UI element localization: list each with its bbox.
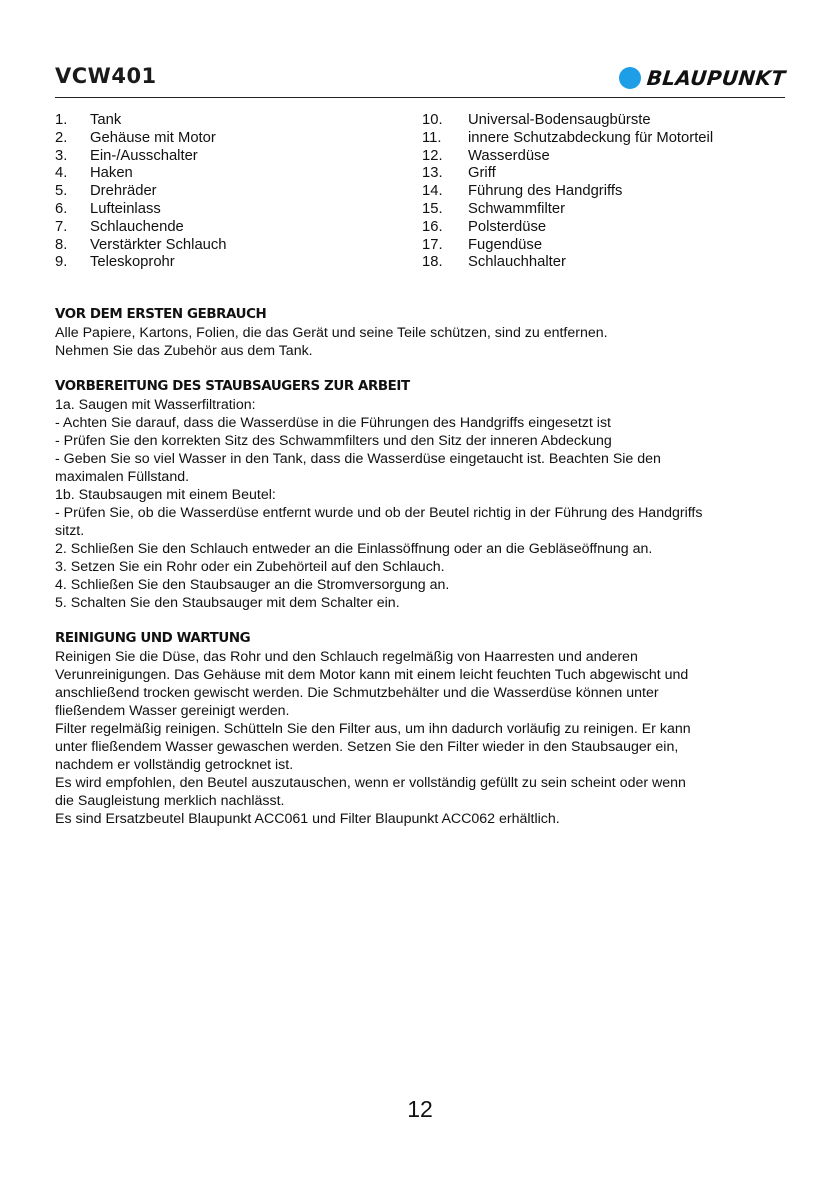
part-item [55,112,227,130]
part-item [55,219,227,237]
part-number: 4. [55,165,68,182]
model-name: VCW401 [55,64,157,88]
section-line: - Prüfen Sie den korrekten Sitz des Schwammfilters und den Sitz der inneren Abdeckung [55,433,612,449]
section [55,306,785,360]
part-item [55,254,227,272]
part-number: 7. [55,218,68,235]
part-item [55,201,227,219]
part-number: 9. [55,254,68,271]
section-line: nachdem er vollständig getrocknet ist. [55,757,294,773]
section-line: sitzt. [55,523,85,539]
section-line: 4. Schließen Sie den Staubsauger an die Stromversorgung an. [55,577,450,593]
part-item [55,165,227,183]
part-label: Wasserdüse [468,147,550,164]
part-number: 6. [55,200,68,217]
part-item [422,130,713,148]
part-item [422,165,713,183]
part-label: Teleskoprohr [90,254,175,271]
section-line: Filter regelmäßig reinigen. Schütteln Sie den Filter aus, um ihn dadurch vorläufig zu reinigen. Er kann [55,721,691,737]
brand-dot-icon [619,67,641,89]
part-number: 18. [422,254,443,271]
part-number: 8. [55,236,68,253]
section-line: 5. Schalten Sie den Staubsauger mit dem Schalter ein. [55,595,400,611]
part-label: Haken [90,165,133,182]
part-label: Schlauchende [90,218,184,235]
section-line: 1b. Staubsaugen mit einem Beutel: [55,487,276,503]
part-number: 3. [55,147,68,164]
part-number: 12. [422,147,443,164]
part-label: Tank [90,112,122,128]
section-line: die Saugleistung merklich nachlässt. [55,793,285,809]
part-label: Polsterdüse [468,218,547,235]
part-item [55,148,227,166]
section [55,630,785,828]
section-line: unter fließendem Wasser gewaschen werden. Setzen Sie den Filter wieder in den Staubsauger ein, [55,739,679,755]
section-line: 2. Schließen Sie den Schlauch entweder an die Einlassöffnung oder an die Gebläseöffnung an. [55,541,653,557]
part-number: 5. [55,183,68,200]
section-line: Es sind Ersatzbeutel Blaupunkt ACC061 und Filter Blaupunkt ACC062 erhältlich. [55,811,560,827]
page-number: 12 [407,1096,433,1122]
section-line: Alle Papiere, Kartons, Folien, die das Gerät und seine Teile schützen, sind zu entfernen. [55,325,608,341]
part-label: Lufteinlass [90,200,161,217]
section-title: VOR DEM ERSTEN GEBRAUCH [55,307,267,322]
part-label: Drehräder [90,183,157,200]
part-item [422,148,713,166]
part-label: Ein-/Ausschalter [90,147,198,164]
section-line: fließendem Wasser gereinigt werden. [55,703,290,719]
part-number: 14. [422,183,443,200]
part-number: 1. [55,112,68,128]
part-label: Fugendüse [468,236,543,253]
part-item [422,237,713,255]
section-line: anschließend trocken gewischt werden. Die Schmutzbehälter und die Wasserdüse können unter [55,685,659,701]
part-label: Universal-Bodensaugbürste [468,112,651,128]
part-number: 17. [422,236,443,253]
brand-logo [619,65,785,91]
section-title: REINIGUNG UND WARTUNG [55,631,251,646]
section-line: - Geben Sie so viel Wasser in den Tank, dass die Wasserdüse eingetaucht ist. Beachten Sie den [55,451,661,467]
section-line: Reinigen Sie die Düse, das Rohr und den Schlauch regelmäßig von Haarresten und anderen [55,649,638,665]
instruction-sections [55,306,785,846]
section-line: maximalen Füllstand. [55,469,190,485]
part-item [422,183,713,201]
page-header [55,62,785,96]
part-label: Schwammfilter [468,200,566,217]
part-label: Griff [468,165,496,182]
part-item [55,183,227,201]
section-line: Es wird empfohlen, den Beutel auszutauschen, wenn er vollständig gefüllt zu sein scheint oder wenn [55,775,686,791]
part-number: 10. [422,112,443,128]
part-item [55,237,227,255]
part-number: 16. [422,218,443,235]
part-item [55,130,227,148]
section-line: Nehmen Sie das Zubehör aus dem Tank. [55,343,313,359]
part-item [422,201,713,219]
section [55,378,785,612]
brand-name: BLAUPUNKT [645,66,787,90]
part-number: 2. [55,129,68,146]
part-number: 13. [422,165,443,182]
section-line: Verunreinigungen. Das Gehäuse mit dem Motor kann mit einem leicht feuchten Tuch abgewischt und [55,667,689,683]
part-label: innere Schutzabdeckung für Motorteil [468,129,714,146]
part-label: Gehäuse mit Motor [90,129,216,146]
parts-list-left [55,112,227,272]
section-line: 3. Setzen Sie ein Rohr oder ein Zubehörteil auf den Schlauch. [55,559,445,575]
section-line: - Prüfen Sie, ob die Wasserdüse entfernt wurde und ob der Beutel richtig in der Führung des Handgriffs [55,505,703,521]
part-item [422,254,713,272]
part-number: 11. [422,129,442,146]
part-number: 15. [422,200,443,217]
part-label: Schlauchhalter [468,254,566,271]
part-label: Führung des Handgriffs [468,183,623,200]
part-label: Verstärkter Schlauch [90,236,227,253]
section-line: - Achten Sie darauf, dass die Wasserdüse in die Führungen des Handgriffs eingesetzt ist [55,415,611,431]
section-line: 1a. Saugen mit Wasserfiltration: [55,397,256,413]
parts-list-right [422,112,713,272]
part-item [422,112,713,130]
part-item [422,219,713,237]
header-divider [55,97,785,98]
section-title: VORBEREITUNG DES STAUBSAUGERS ZUR ARBEIT [55,379,410,394]
